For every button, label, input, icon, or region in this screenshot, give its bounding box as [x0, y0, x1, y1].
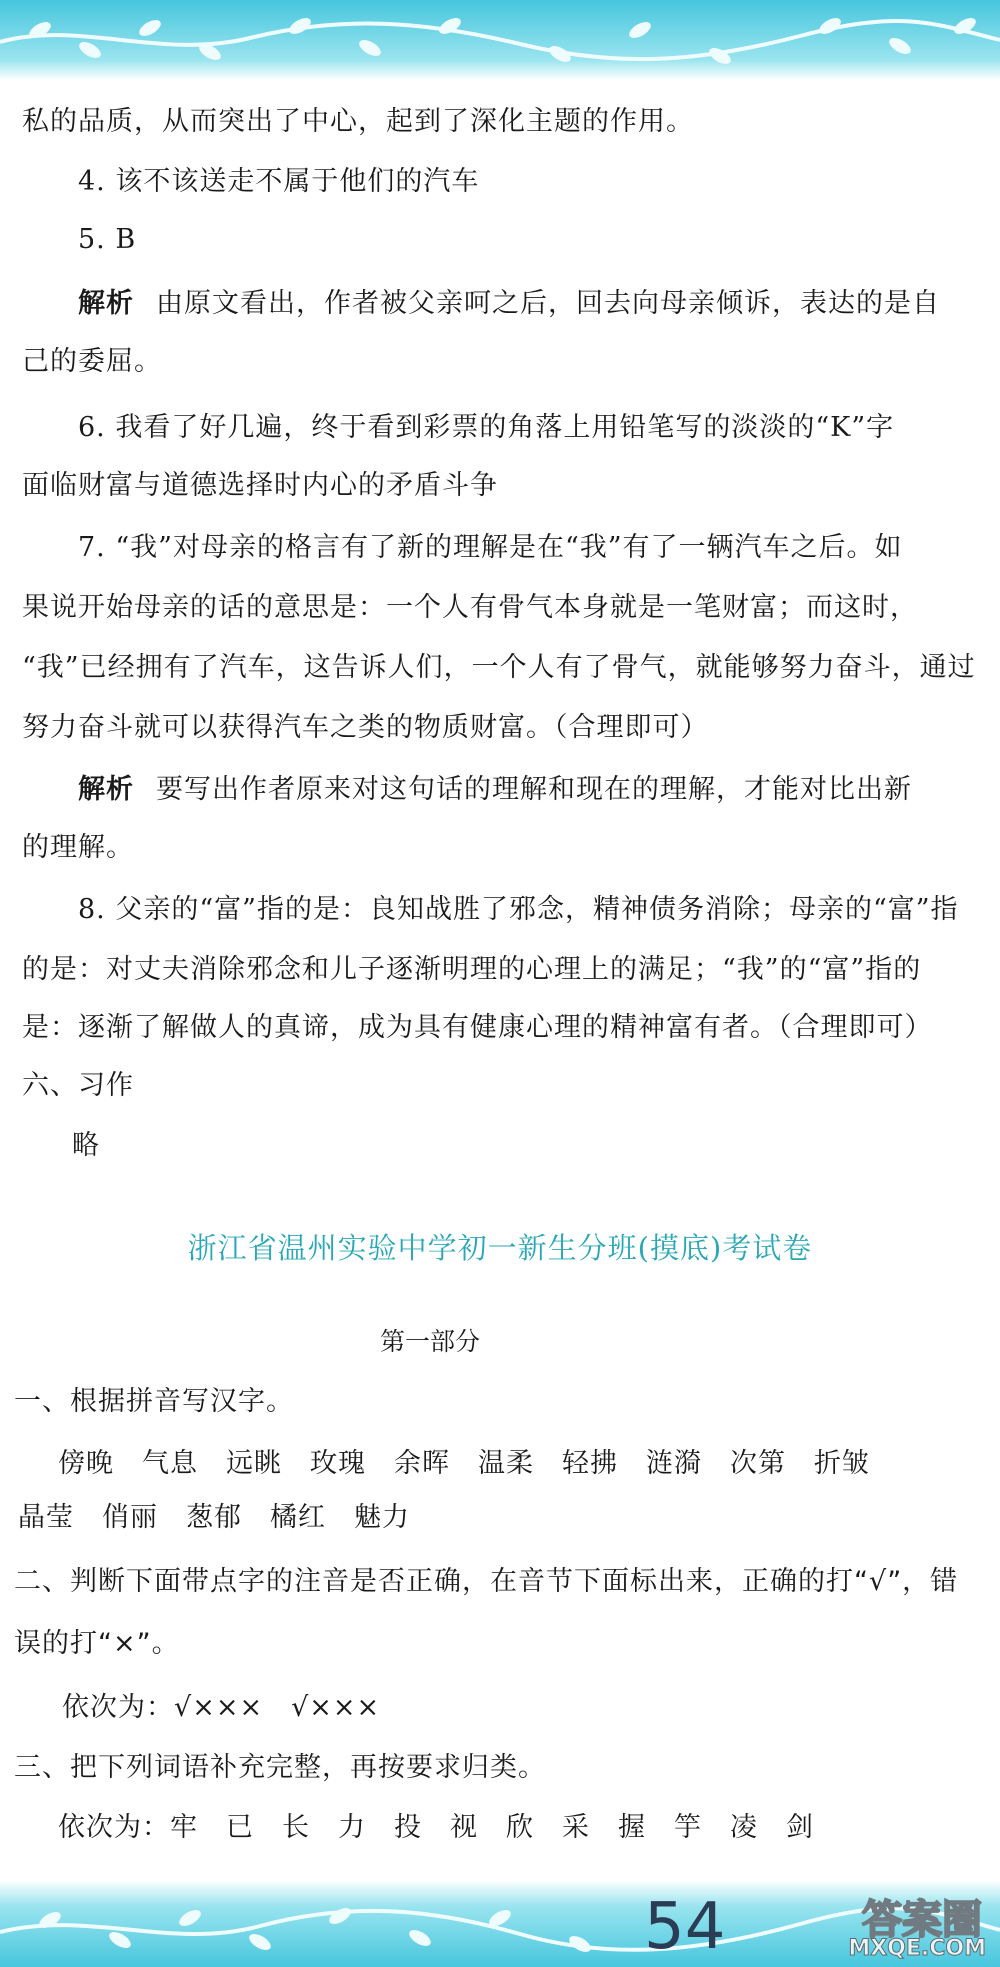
question-heading: 一、根据拼音写汉字。: [14, 1386, 294, 1417]
text-line: 的是：对丈夫消除邪念和儿子逐渐明理的心理上的满足；“我”的“富”指的: [22, 954, 922, 985]
answer-8: 8. 父亲的“富”指的是：良知战胜了邪念，精神债务消除；母亲的“富”指: [78, 894, 959, 925]
text-line: 傍晚 气息 远眺 玫瑰 余晖 温柔 轻拂 涟漪 次第 折皱: [58, 1448, 870, 1479]
text-line: 果说开始母亲的话的意思是：一个人有骨气本身就是一笔财富；而这时，: [22, 592, 918, 623]
top-decorative-banner: [0, 0, 1000, 80]
exam-title: 浙江省温州实验中学初一新生分班(摸底)考试卷: [187, 1231, 813, 1265]
text-line: 努力奋斗就可以获得汽车之类的物质财富。（合理即可）: [22, 712, 709, 743]
text-line: 私的品质，从而突出了中心，起到了深化主题的作用。: [22, 106, 694, 137]
answer-4: 4. 该不该送走不属于他们的汽车: [78, 166, 480, 197]
text-line: 由原文看出，作者被父亲呵之后，回去向母亲倾诉，表达的是自: [156, 288, 940, 319]
text-line: 晶莹 俏丽 葱郁 橘红 魅力: [18, 1502, 410, 1533]
text-line: 依次为：牢 已 长 力 投 视 欣 采 握 竽 凌 剑: [58, 1812, 814, 1843]
question-heading: 三、把下列词语补充完整，再按要求归类。: [14, 1752, 546, 1783]
text-line: 己的委屈。: [22, 346, 162, 377]
watermark-text: 答案圈: [862, 1897, 982, 1943]
explanation-tag: 解析: [78, 774, 134, 805]
section-heading: 六、习作: [22, 1070, 134, 1101]
part-title: 第一部分: [379, 1327, 480, 1356]
text-line: 面临财富与道德选择时内心的矛盾斗争: [22, 470, 498, 501]
text-line: 要写出作者原来对这句话的理解和现在的理解，才能对比出新: [156, 774, 912, 805]
text-line: 依次为：√××× √×××: [62, 1692, 381, 1723]
answer-6: 6. 我看了好几遍，终于看到彩票的角落上用铅笔写的淡淡的“K”字: [78, 412, 895, 443]
explanation-tag: 解析: [78, 288, 134, 319]
text-line: 略: [72, 1130, 100, 1161]
text-line: 误的打“×”。: [14, 1628, 180, 1659]
text-line: 是：逐渐了解做人的真谛，成为具有健康心理的精神富有者。（合理即可）: [22, 1012, 933, 1043]
answer-5-explanation: [78, 286, 940, 322]
answer-7-explanation: [78, 772, 912, 808]
question-heading: 二、判断下面带点字的注音是否正确，在音节下面标出来，正确的打“√”，错: [14, 1566, 959, 1597]
text-line: “我”已经拥有了汽车，这告诉人们，一个人有了骨气，就能够努力奋斗，通过: [22, 652, 976, 683]
watermark-url: MXQE.COM: [848, 1936, 986, 1961]
answer-5: 5. B: [78, 224, 137, 255]
watermark-logo: [812, 1886, 992, 1964]
page-number: 54: [644, 1890, 726, 1964]
text-line: 的理解。: [22, 832, 134, 863]
answer-7: 7. “我”对母亲的格言有了新的理解是在“我”有了一辆汽车之后。如: [78, 532, 903, 563]
